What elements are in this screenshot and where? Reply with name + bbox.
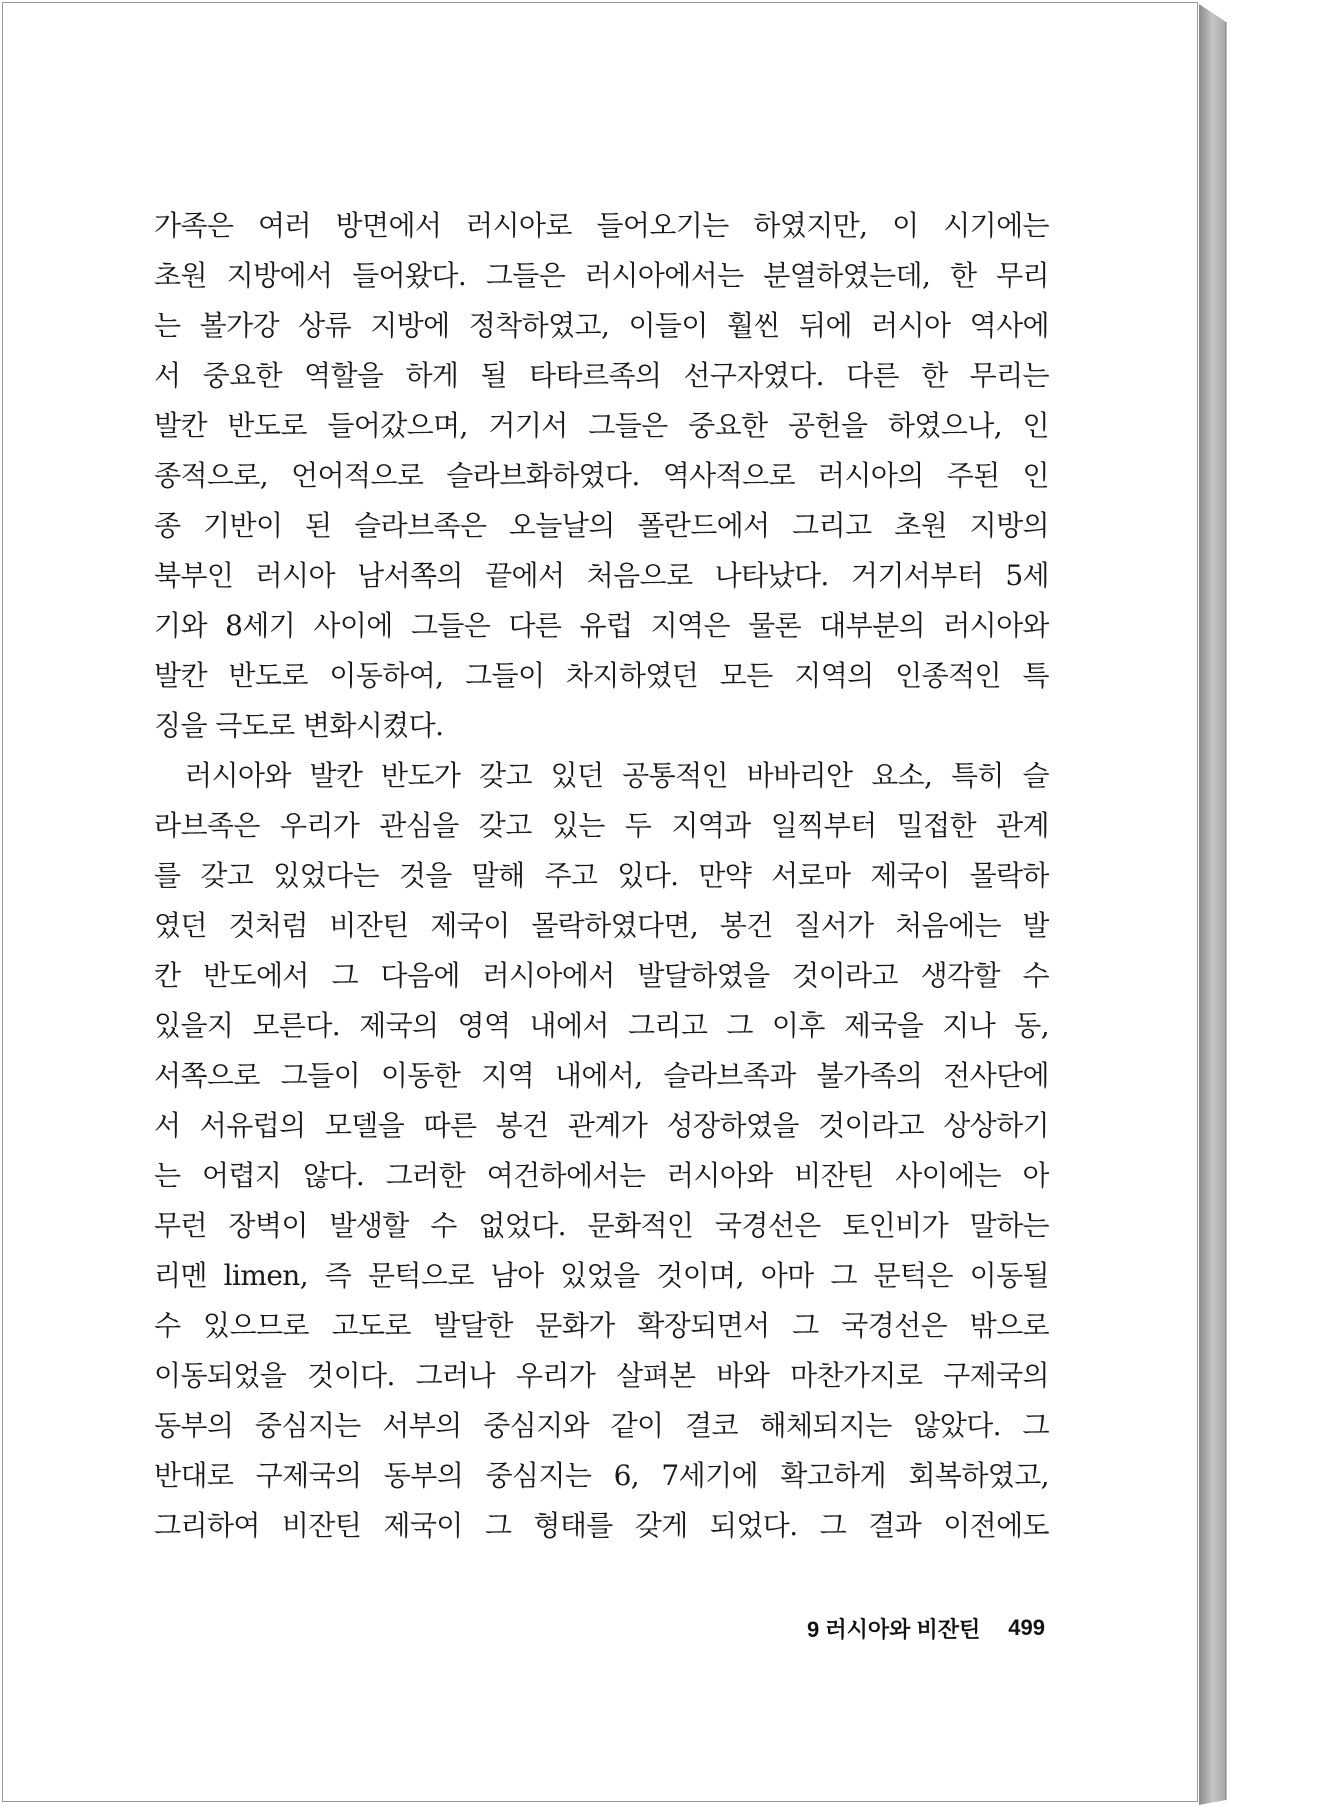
text-line: 있을지 모른다. 제국의 영역 내에서 그리고 그 이후 제국을 지나 동, [154, 1009, 1049, 1042]
paragraph-2 [154, 751, 1049, 1551]
text-line: 수 있으므로 고도로 발달한 문화가 확장되면서 그 국경선은 밖으로 [154, 1309, 1049, 1342]
text-line: 발칸 반도로 이동하여, 그들이 차지하였던 모든 지역의 인종적인 특 [154, 659, 1049, 692]
text-line: 서 중요한 역할을 하게 될 타타르족의 선구자였다. 다른 한 무리는 [154, 359, 1049, 392]
text-line: 를 갖고 있었다는 것을 말해 주고 있다. 만약 서로마 제국이 몰락하 [154, 859, 1049, 892]
book-page [2, 2, 1198, 1802]
text-line: 그리하여 비잔틴 제국이 그 형태를 갖게 되었다. 그 결과 이전에도 [154, 1509, 1049, 1542]
text-line: 였던 것처럼 비잔틴 제국이 몰락하였다면, 봉건 질서가 처음에는 발 [154, 909, 1049, 942]
text-line: 무런 장벽이 발생할 수 없었다. 문화적인 국경선은 토인비가 말하는 [154, 1209, 1049, 1242]
running-head: 9 러시아와 비잔틴 [807, 1616, 981, 1642]
text-line: 칸 반도에서 그 다음에 러시아에서 발달하였을 것이라고 생각할 수 [154, 959, 1049, 992]
text-line: 러시아와 발칸 반도가 갖고 있던 공통적인 바바리안 요소, 특히 슬 [185, 759, 1049, 792]
text-line: 서쪽으로 그들이 이동한 지역 내에서, 슬라브족과 불가족의 전사단에 [154, 1059, 1049, 1092]
text-line: 리멘 limen, 즉 문턱으로 남아 있었을 것이며, 아마 그 문턱은 이동될 [154, 1259, 1049, 1292]
text-line: 북부인 러시아 남서쪽의 끝에서 처음으로 나타났다. 거기서부터 5세 [154, 559, 1049, 592]
body-text [154, 201, 1049, 1551]
text-line: 종 기반이 된 슬라브족은 오늘날의 폴란드에서 그리고 초원 지방의 [154, 509, 1049, 542]
page-number: 499 [1008, 1615, 1045, 1640]
text-line: 반대로 구제국의 동부의 중심지는 6, 7세기에 확고하게 회복하였고, [154, 1459, 1049, 1492]
book-page-edge [1196, 0, 1236, 1806]
text-line: 는 볼가강 상류 지방에 정착하였고, 이들이 훨씬 뒤에 러시아 역사에 [154, 309, 1049, 342]
text-line: 이동되었을 것이다. 그러나 우리가 살펴본 바와 마찬가지로 구제국의 [154, 1359, 1049, 1392]
text-line: 라브족은 우리가 관심을 갖고 있는 두 지역과 일찍부터 밀접한 관계 [154, 809, 1049, 842]
text-line: 기와 8세기 사이에 그들은 다른 유럽 지역은 물론 대부분의 러시아와 [154, 609, 1049, 642]
text-line: 발칸 반도로 들어갔으며, 거기서 그들은 중요한 공헌을 하였으나, 인 [154, 409, 1049, 442]
text-line: 는 어렵지 않다. 그러한 여건하에서는 러시아와 비잔틴 사이에는 아 [154, 1159, 1049, 1192]
text-line: 종적으로, 언어적으로 슬라브화하였다. 역사적으로 러시아의 주된 인 [154, 459, 1049, 492]
page-footer [703, 1611, 1045, 1645]
text-line: 동부의 중심지는 서부의 중심지와 같이 결코 해체되지는 않았다. 그 [154, 1409, 1049, 1442]
text-line: 서 서유럽의 모델을 따른 봉건 관계가 성장하였을 것이라고 상상하기 [154, 1109, 1049, 1142]
text-line: 징을 극도로 변화시켰다. [154, 709, 444, 742]
text-line: 가족은 여러 방면에서 러시아로 들어오기는 하였지만, 이 시기에는 [154, 209, 1049, 242]
paragraph-1 [154, 201, 1049, 751]
text-line: 초원 지방에서 들어왔다. 그들은 러시아에서는 분열하였는데, 한 무리 [154, 259, 1049, 292]
